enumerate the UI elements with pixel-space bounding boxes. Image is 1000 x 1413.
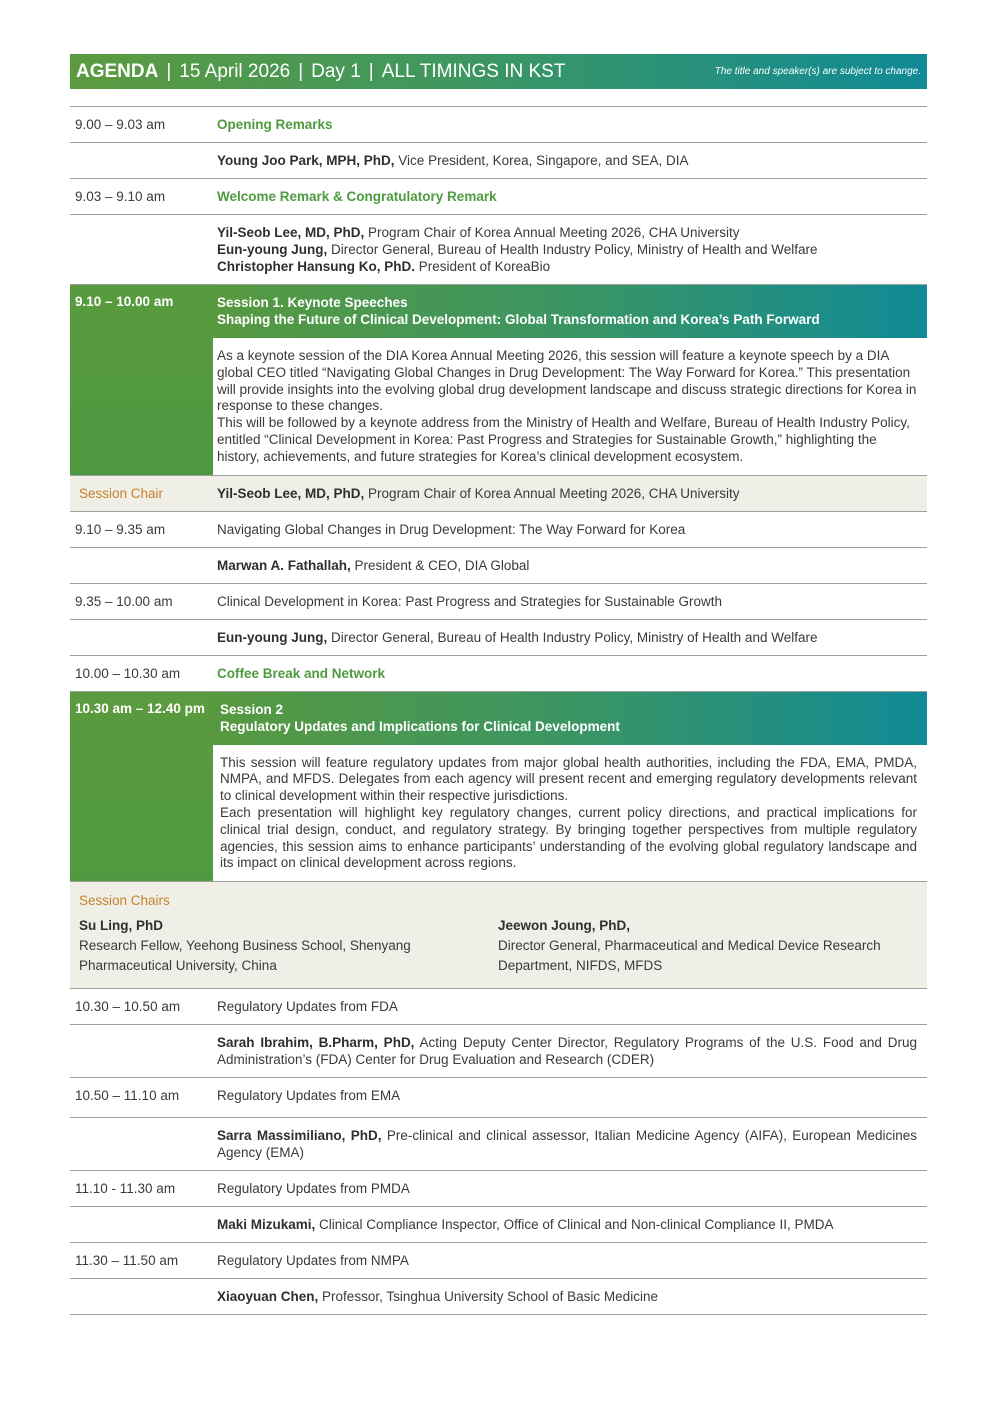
session-chair-label: Session Chair (79, 485, 164, 501)
speaker-name: Eun-young Jung, (217, 242, 328, 257)
speaker-name: Eun-young Jung, (217, 629, 328, 645)
speaker-role: Pre-clinical and clinical assessor, Italian Medicine Agency (AIFA), European Medicines Agency (EMA) (217, 1128, 917, 1161)
agenda-row-speakers (70, 214, 927, 284)
row-time: 11.30 – 11.50 am (75, 1253, 179, 1269)
session-2-block (70, 691, 927, 882)
talk-title: Regulatory Updates from NMPA (217, 1253, 409, 1269)
speaker-name: Sarra Massimiliano, PhD, (217, 1128, 382, 1144)
speaker-name: Young Joo Park, MPH, PhD, (217, 153, 395, 168)
chair-role: Director General, Pharmaceutical and Medical Device Research Department, NIFDS, MFDS (498, 938, 881, 974)
speaker-role: Acting Deputy Center Director, Regulatory Programs of the U.S. Food and Drug Administration’s (FDA) Center for Drug Evaluation and Research (CDER) (217, 1035, 917, 1068)
talk-title: Clinical Development in Korea: Past Progress and Strategies for Sustainable Growth (217, 593, 723, 609)
agenda-row-speaker (70, 619, 927, 655)
talk-title: Regulatory Updates from EMA (217, 1088, 401, 1104)
speaker-role: Program Chair of Korea Annual Meeting 2026, CHA University (368, 225, 740, 240)
header-note: The title and speaker(s) are subject to change. (714, 66, 921, 77)
row-title: Coffee Break and Network (217, 665, 386, 681)
chair-name: Su Ling, PhD (79, 918, 163, 934)
agenda-row-opening (70, 106, 927, 142)
agenda-row-welcome (70, 178, 927, 214)
session-time: 9.10 – 10.00 am (70, 285, 213, 475)
row-time: 9.35 – 10.00 am (75, 593, 173, 609)
session-title-line2: Shaping the Future of Clinical Development: Global Transformation and Korea’s Path Forward (217, 312, 820, 327)
agenda-row-speaker (70, 142, 927, 178)
row-time: 11.10 - 11.30 am (75, 1181, 176, 1197)
row-time: 10.00 – 10.30 am (75, 665, 181, 681)
agenda-header (70, 54, 927, 89)
agenda-date: 15 April 2026 (179, 60, 291, 82)
agenda-row-talk (70, 583, 927, 619)
row-time: 9.10 – 9.35 am (75, 521, 166, 537)
session-title (213, 692, 927, 745)
agenda-row-talk (70, 1077, 927, 1117)
session-time: 10.30 am – 12.40 pm (70, 692, 213, 882)
session-chairs-label: Session Chairs (79, 893, 170, 909)
session-description-p1: As a keynote session of the DIA Korea Annual Meeting 2026, this session will feature a keynote speech by a DIA global CEO titled “Navigating Global Changes in Drug Development: The Way Forward for Korea.” This presentation will provide insights into the evolving global drug development landscape and discuss strategic directions for Korea in response to these changes. (217, 348, 917, 414)
chair-role: Program Chair of Korea Annual Meeting 2026, CHA University (368, 485, 740, 501)
row-time: 9.03 – 9.10 am (75, 189, 166, 204)
agenda-row-talk (70, 511, 927, 547)
chair-name: Yil-Seob Lee, MD, PhD, (217, 485, 365, 501)
agenda-row-speaker (70, 1278, 927, 1315)
row-time: 10.50 – 11.10 am (75, 1088, 180, 1104)
chair-role: Research Fellow, Yeehong Business School, Shenyang Pharmaceutical University, China (79, 938, 411, 974)
talk-title: Navigating Global Changes in Drug Development: The Way Forward for Korea (217, 521, 686, 537)
header-title: AGENDA | 15 April 2026 | Day 1 | ALL TIMINGS IN KST (76, 60, 566, 82)
speaker-role: Professor, Tsinghua University School of Basic Medicine (322, 1289, 658, 1305)
talk-title: Regulatory Updates from FDA (217, 999, 398, 1015)
session-description-p2: This will be followed by a keynote address from the Ministry of Health and Welfare, Bureau of Health Industry Policy, entitled “Clinical Development in Korea: Past Progress and Strategies for Sustainable Growth,” highlighting the history, achievements, and future strategies for Korea’s clinical development ecosystem. (217, 415, 910, 464)
speaker-name: Maki Mizukami, (217, 1217, 316, 1233)
row-time: 10.30 – 10.50 am (75, 999, 181, 1015)
session-description-p2: Each presentation will highlight key regulatory changes, current policy directions, and practical implications for clinical trial design, conduct, and regulatory strategy. By bringing together perspectives from multiple regulatory agencies, this session aims to enhance participants’ understanding of the evolving global regulatory landscape and its impact on clinical development across regions. (220, 804, 917, 871)
agenda-row-coffee (70, 655, 927, 691)
speaker-name: Marwan A. Fathallah, (217, 557, 351, 573)
agenda-page (70, 54, 927, 1315)
agenda-row-talk (70, 988, 927, 1024)
session-chairs-block (70, 881, 927, 988)
session-description-p1: This session will feature regulatory updates from major global health authorities, including the FDA, EMA, PMDA, NMPA, and MFDS. Delegates from each agency will present recent and emerging regulatory developments relevant to clinical development within their respective jurisdictions. (220, 754, 917, 804)
speaker-role: Director General, Bureau of Health Industry Policy, Ministry of Health and Welfare (331, 242, 818, 257)
session-description (213, 745, 927, 882)
chair-entry (498, 916, 917, 976)
speaker-role: President & CEO, DIA Global (354, 557, 530, 573)
agenda-row-talk (70, 1242, 927, 1278)
speaker-name: Xiaoyuan Chen, (217, 1289, 319, 1305)
agenda-label: AGENDA (76, 60, 159, 82)
speaker-name: Sarah Ibrahim, B.Pharm, PhD, (217, 1035, 415, 1051)
speaker-role: Director General, Bureau of Health Industry Policy, Ministry of Health and Welfare (331, 629, 818, 645)
agenda-day: Day 1 (311, 60, 361, 82)
session-title-line1: Session 2 (220, 701, 284, 717)
speaker-role: Clinical Compliance Inspector, Office of Clinical and Non-clinical Compliance II, PMDA (319, 1217, 834, 1233)
session-chair-row (70, 475, 927, 511)
session-title-line2: Regulatory Updates and Implications for Clinical Development (220, 718, 620, 734)
row-title: Opening Remarks (217, 117, 333, 132)
session-1-block (70, 284, 927, 475)
session-title (213, 285, 927, 338)
agenda-row-speaker (70, 1024, 927, 1077)
row-title: Welcome Remark & Congratulatory Remark (217, 189, 497, 204)
session-description (213, 338, 927, 475)
agenda-row-speaker (70, 1117, 927, 1170)
speaker-role: Vice President, Korea, Singapore, and SEA, DIA (398, 153, 689, 168)
chair-entry (79, 916, 498, 976)
speaker-name: Christopher Hansung Ko, PhD. (217, 259, 416, 274)
talk-title: Regulatory Updates from PMDA (217, 1181, 410, 1197)
row-time: 9.00 – 9.03 am (75, 117, 166, 132)
chair-name: Jeewon Joung, PhD, (498, 918, 631, 934)
agenda-row-speaker (70, 547, 927, 583)
agenda-row-talk (70, 1170, 927, 1206)
agenda-timezone: ALL TIMINGS IN KST (381, 60, 566, 82)
speaker-name: Yil-Seob Lee, MD, PhD, (217, 225, 365, 240)
agenda-row-speaker (70, 1206, 927, 1242)
speaker-role: President of KoreaBio (418, 259, 551, 274)
session-title-line1: Session 1. Keynote Speeches (217, 295, 408, 310)
